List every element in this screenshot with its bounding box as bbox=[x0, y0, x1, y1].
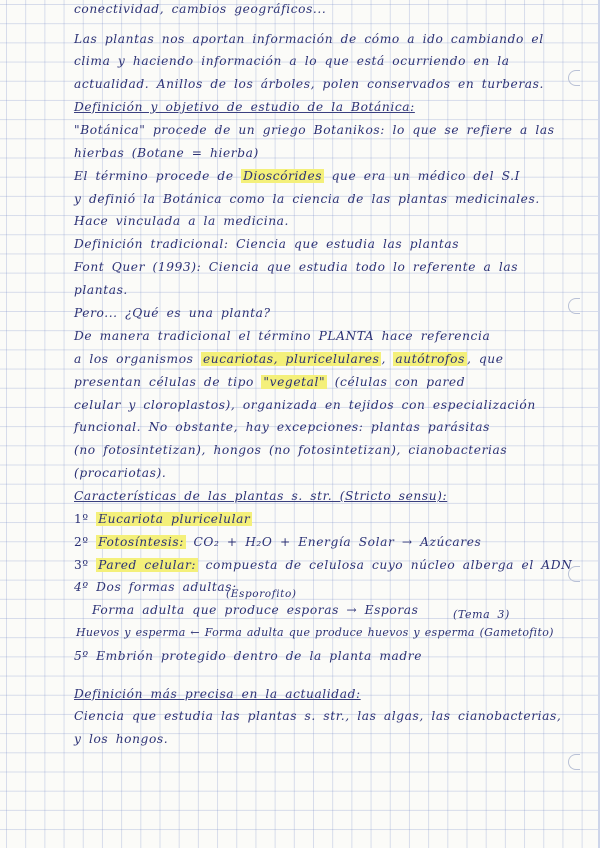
note-text: a los organismos bbox=[74, 352, 201, 366]
highlighted-term: Eucariota pluricelular bbox=[98, 512, 251, 526]
highlighted-term: Fotosíntesis: bbox=[98, 535, 184, 549]
note-line: funcional. No obstante, hay excepciones: plantas parásitas bbox=[74, 420, 490, 434]
list-number: 1º bbox=[74, 512, 89, 526]
highlighted-term: autótrofos bbox=[395, 352, 465, 366]
list-item bbox=[74, 535, 481, 549]
note-line: plantas. bbox=[74, 283, 128, 297]
note-text: , bbox=[381, 352, 394, 366]
section-heading: Características de las plantas s. str. (Stricto sensu): bbox=[74, 489, 448, 503]
list-item bbox=[74, 558, 572, 572]
list-number: 3º bbox=[74, 558, 89, 572]
note-text: El término procede de bbox=[74, 169, 242, 183]
note-line: Ciencia que estudia las plantas s. str., las algas, las cianobacterias, bbox=[74, 709, 562, 723]
binder-hole bbox=[568, 70, 580, 86]
note-line: Hace vinculada a la medicina. bbox=[74, 214, 289, 228]
list-number: 2º bbox=[74, 535, 89, 549]
highlighted-term: "vegetal" bbox=[263, 375, 326, 389]
note-line: Pero... ¿Qué es una planta? bbox=[74, 306, 271, 320]
annotation: (Tema 3) bbox=[453, 608, 510, 621]
note-line: (procariotas). bbox=[74, 466, 167, 480]
note-text: (células con pared bbox=[327, 375, 466, 389]
note-line: celular y cloroplastos), organizada en tejidos con especialización bbox=[74, 398, 536, 412]
note-line: Definición tradicional: Ciencia que estudia las plantas bbox=[74, 237, 460, 251]
note-text: , que bbox=[466, 352, 504, 366]
note-line: Forma adulta que produce esporas → Esporas bbox=[92, 603, 419, 617]
list-item: 5º Embrión protegido dentro de la planta madre bbox=[74, 649, 423, 663]
note-line: actualidad. Anillos de los árboles, polen conservados en turberas. bbox=[74, 77, 544, 91]
highlighted-term: Pared celular: bbox=[98, 558, 197, 572]
note-line: y definió la Botánica como la ciencia de las plantas medicinales. bbox=[74, 192, 540, 206]
list-item: 4º Dos formas adultas: bbox=[74, 580, 237, 594]
note-line: "Botánica" procede de un griego Botanikos: lo que se refiere a las bbox=[74, 123, 555, 137]
binder-hole bbox=[568, 754, 580, 770]
note-line: Font Quer (1993): Ciencia que estudia todo lo referente a las bbox=[74, 260, 519, 274]
note-line: Las plantas nos aportan información de cómo a ido cambiando el bbox=[74, 32, 544, 46]
note-line bbox=[74, 169, 520, 183]
annotation: (Esporofito) bbox=[226, 588, 297, 600]
note-line bbox=[74, 352, 504, 366]
section-heading: Definición y objetivo de estudio de la Botánica: bbox=[74, 100, 415, 114]
note-text: que era un médico del S.I bbox=[324, 169, 520, 183]
note-line bbox=[74, 375, 465, 389]
section-heading: Definición más precisa en la actualidad: bbox=[74, 687, 361, 701]
highlighted-term: eucariotas, pluricelulares bbox=[202, 352, 380, 366]
list-item bbox=[74, 512, 252, 526]
note-line: conectividad, cambios geográficos... bbox=[74, 2, 327, 16]
note-line: y los hongos. bbox=[74, 732, 169, 746]
binder-hole bbox=[568, 298, 580, 314]
note-text: compuesta de celulosa cuyo núcleo alberga el ADN bbox=[198, 558, 573, 572]
note-text: CO₂ + H₂O + Energía Solar → Azúcares bbox=[185, 535, 482, 549]
note-line: Huevos y esperma ← Forma adulta que produce huevos y esperma (Gametofito) bbox=[76, 626, 554, 639]
note-line: hierbas (Botane = hierba) bbox=[74, 146, 259, 160]
note-line: De manera tradicional el término PLANTA hace referencia bbox=[74, 329, 491, 343]
note-line: clima y haciendo información a lo que está ocurriendo en la bbox=[74, 54, 510, 68]
highlighted-term: Dioscórides bbox=[243, 169, 323, 183]
note-text: presentan células de tipo bbox=[74, 375, 262, 389]
note-line: (no fotosintetizan), hongos (no fotosintetizan), cianobacterias bbox=[74, 443, 508, 457]
